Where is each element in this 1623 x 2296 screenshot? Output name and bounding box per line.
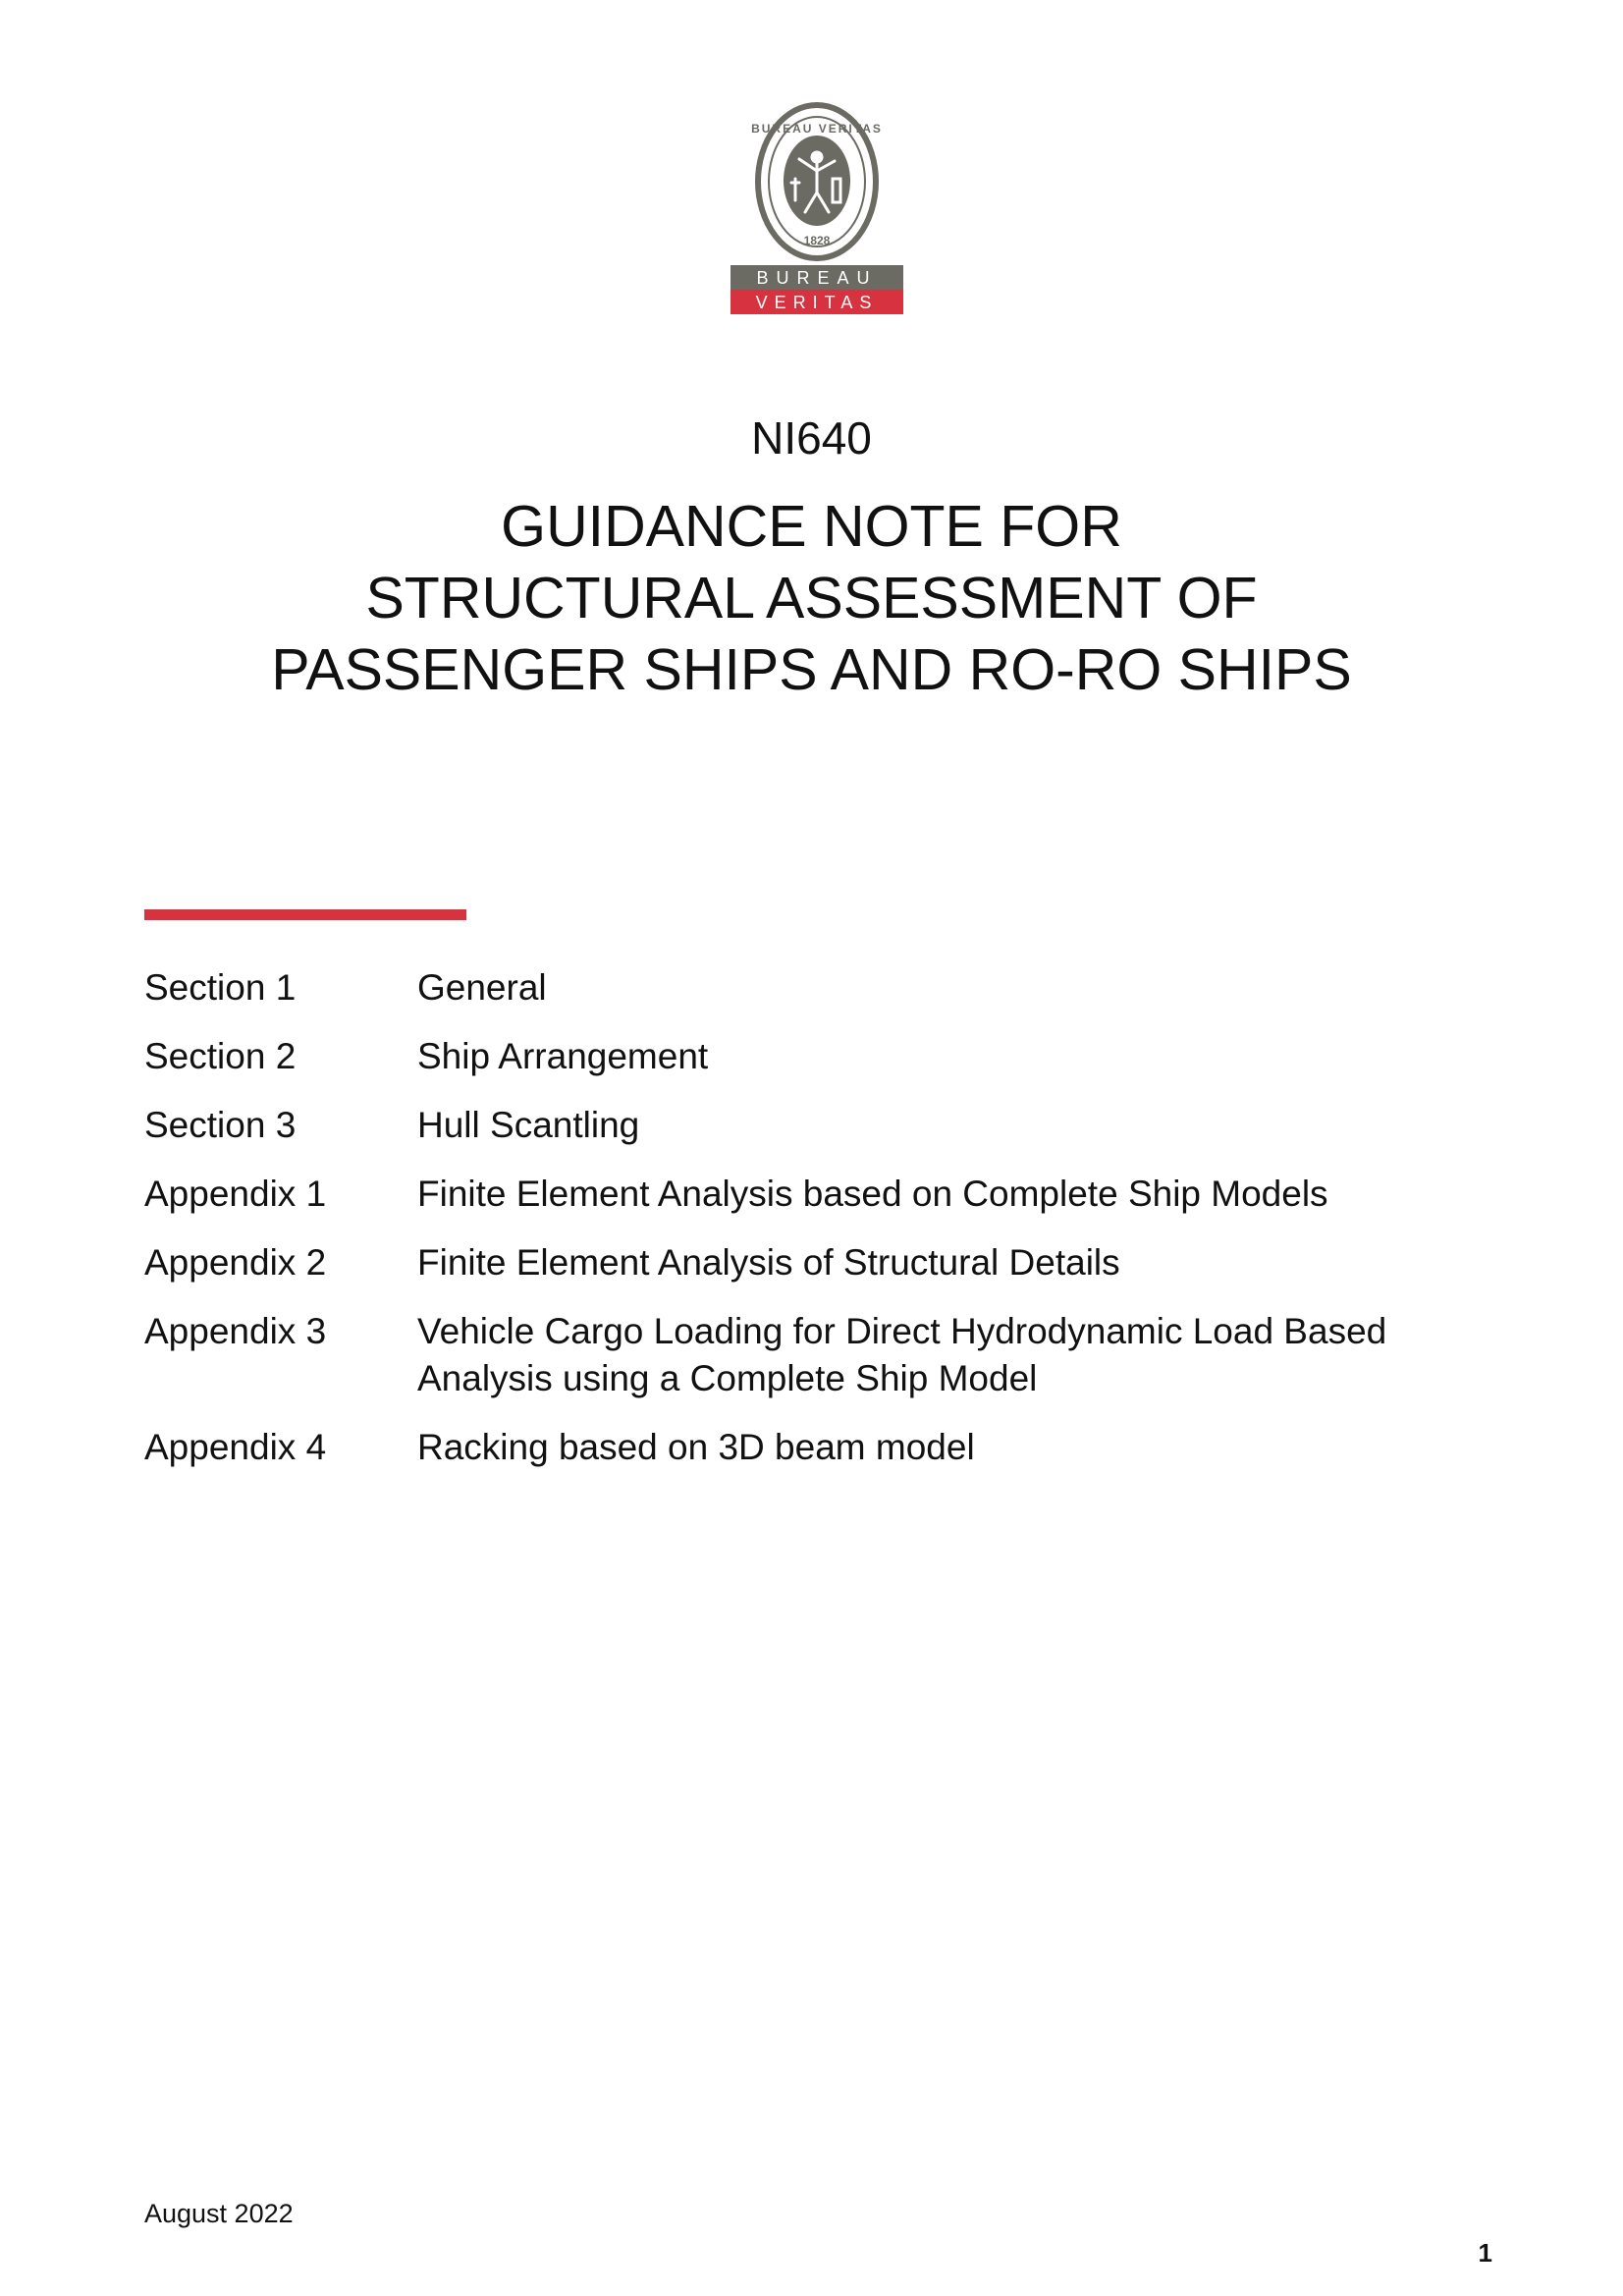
page-number: 1 [1478,2238,1492,2268]
document-code: NI640 [751,412,872,464]
document-title-line: GUIDANCE NOTE FOR [501,494,1122,559]
toc-entry-label: Appendix 1 [144,1174,327,1214]
toc-entry-title [417,1102,1519,1149]
document-title-line: PASSENGER SHIPS AND RO-RO SHIPS [271,637,1352,702]
toc-entry-title [417,1239,1519,1286]
toc-entry-title [417,1424,1519,1471]
toc-entry-label: Appendix 2 [144,1242,327,1283]
accent-bar [144,909,466,920]
toc-entry-title-line: Ship Arrangement [417,1036,709,1076]
document-title-line: STRUCTURAL ASSESSMENT OF [365,566,1258,630]
toc-entry-title-line: Racking based on 3D beam model [417,1427,975,1467]
toc-entry-title-line: Vehicle Cargo Loading for Direct Hydrodynamic Load Based [417,1311,1387,1351]
bureau-veritas-logo [730,102,903,316]
toc-entry-label: Appendix 3 [144,1311,327,1351]
toc-entry-label: Section 2 [144,1036,297,1076]
bureau-veritas-logo-graphic [730,102,903,316]
footer-date: August 2022 [144,2199,294,2228]
toc-entry-title [417,964,1519,1011]
toc-entry-appendix-4 [144,1424,1519,1471]
table-of-contents [144,964,1519,1493]
toc-entry-title-line: Analysis using a Complete Ship Model [417,1358,1038,1398]
toc-entry-appendix-2 [144,1239,1519,1286]
toc-entry-title [417,1308,1519,1402]
toc-entry-label: Section 3 [144,1105,297,1145]
toc-entry-title [417,1171,1519,1218]
toc-entry-label: Section 1 [144,967,297,1008]
toc-entry-title-line: General [417,967,547,1008]
seal-text: BUREAU VERITAS [751,122,883,136]
wordmark-bureau: BUREAU [756,268,878,288]
toc-entry-section-2 [144,1033,1519,1080]
wordmark-veritas: VERITAS [755,293,879,312]
toc-entry-section-1 [144,964,1519,1011]
toc-entry-label: Appendix 4 [144,1427,327,1467]
seal-year: 1828 [803,234,831,247]
document-title [0,491,1623,706]
toc-entry-title-line: Hull Scantling [417,1105,640,1145]
toc-entry-title [417,1033,1519,1080]
toc-entry-appendix-1 [144,1171,1519,1218]
toc-entry-appendix-3 [144,1308,1519,1402]
toc-entry-section-3 [144,1102,1519,1149]
toc-entry-title-line: Finite Element Analysis based on Complete Ship Models [417,1174,1328,1214]
toc-entry-title-line: Finite Element Analysis of Structural Details [417,1242,1120,1283]
